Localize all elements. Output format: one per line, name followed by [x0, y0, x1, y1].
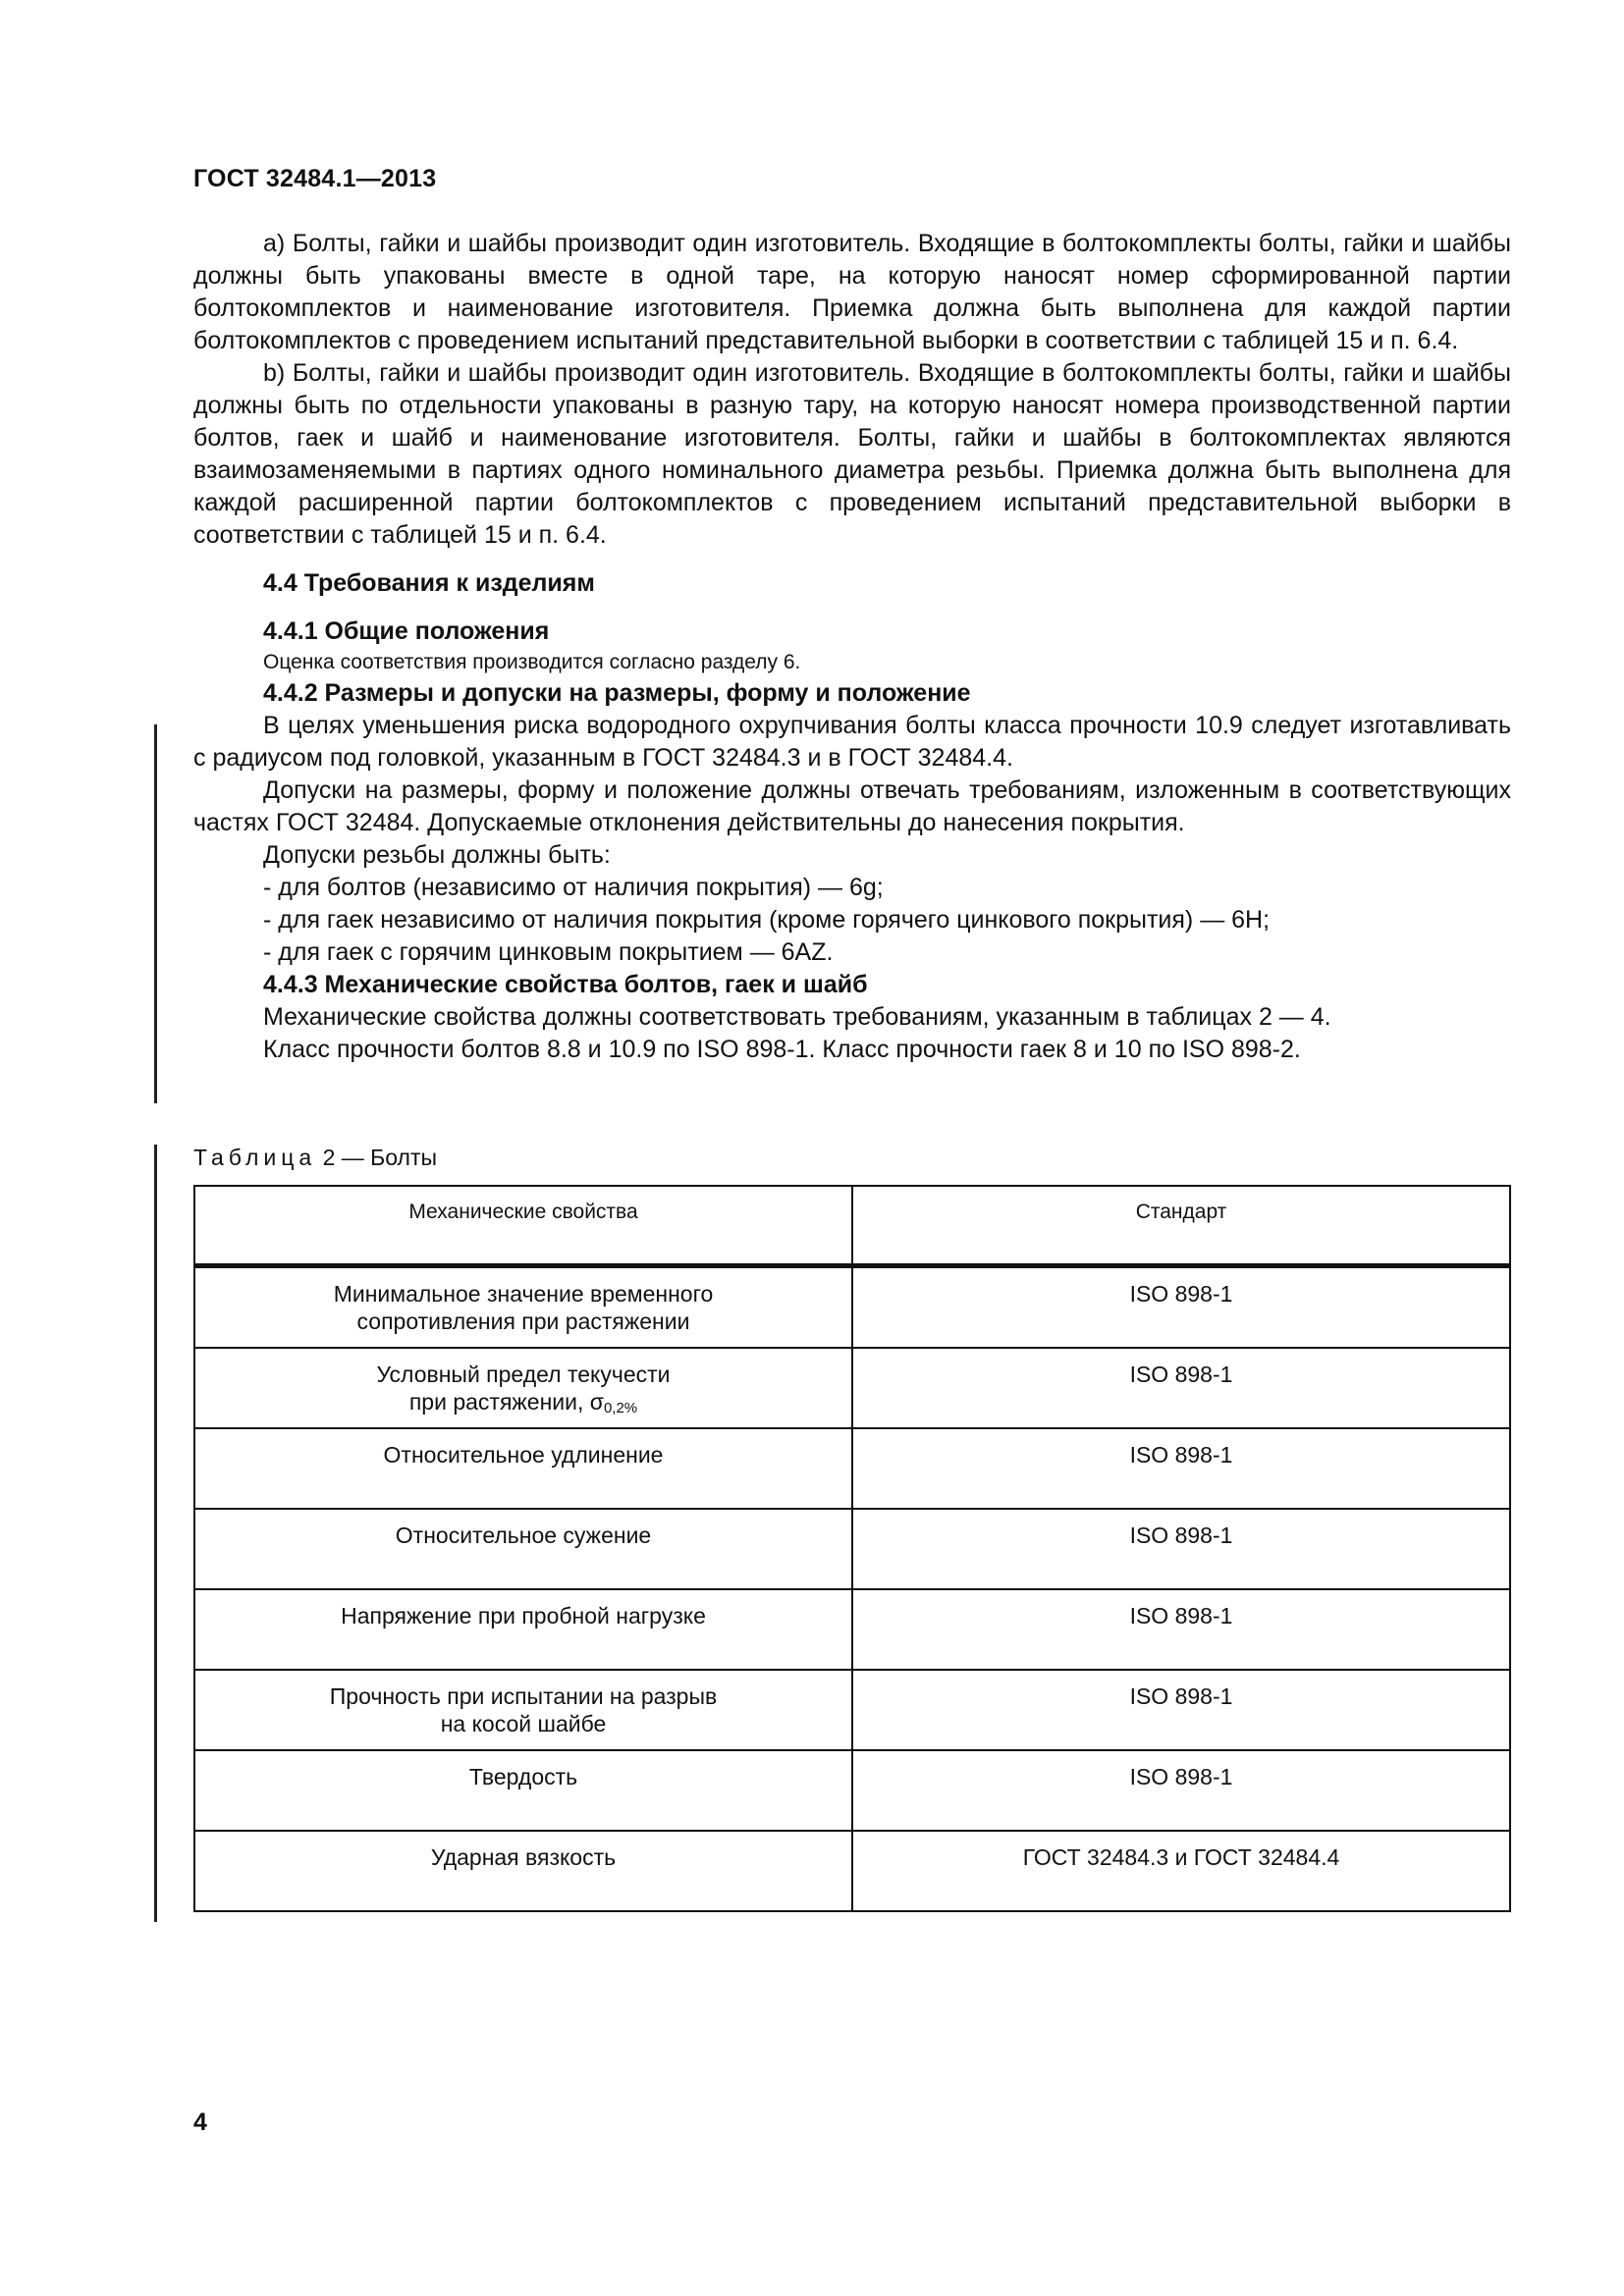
- table-row: [194, 1509, 1510, 1589]
- mechanical-properties-table: [193, 1185, 1511, 1912]
- table-row: [194, 1750, 1510, 1831]
- table-row: [194, 1589, 1510, 1670]
- property-cell: Ударная вязкость: [194, 1831, 852, 1911]
- property-subscript: 0,2%: [603, 1400, 638, 1416]
- change-bar-table: [154, 1145, 157, 1922]
- table-caption: [193, 1145, 437, 1171]
- paragraph-4-4-3-b: Класс прочности болтов 8.8 и 10.9 по ISO 898-1. Класс прочности гаек 8 и 10 по ISO 898-2.: [263, 1036, 1301, 1063]
- table-row: [194, 1428, 1510, 1509]
- standard-cell: ISO 898-1: [852, 1750, 1510, 1831]
- list-item: - для болтов (независимо от наличия покрытия) — 6g;: [263, 874, 884, 901]
- property-cell: Относительное сужение: [194, 1509, 852, 1589]
- column-header-standard: Стандарт: [852, 1186, 1510, 1266]
- property-line: на косой шайбе: [440, 1711, 607, 1736]
- table-row: [194, 1266, 1510, 1349]
- document-header: ГОСТ 32484.1—2013: [193, 165, 437, 192]
- property-line: сопротивления при растяжении: [356, 1308, 690, 1334]
- paragraph-4-4-2-a: В целях уменьшения риска водородного охрупчивания болты класса прочности 10.9 следует изготавливать с радиусом под головкой, указанным в ГОСТ 32484.3 и в ГОСТ 32484.4.: [193, 712, 1511, 772]
- property-cell: Относительное удлинение: [194, 1428, 852, 1509]
- paragraph-4-4-2-b: Допуски на размеры, форму и положение должны отвечать требованиям, изложенным в соответствующих частях ГОСТ 32484. Допускаемые отклонения действительны до нанесения покрытия.: [193, 776, 1511, 836]
- change-bar-text: [154, 724, 157, 1103]
- property-line: при растяжении, σ: [408, 1389, 604, 1415]
- table-caption-title: 2 — Болты: [322, 1145, 438, 1170]
- list-item: - для гаек с горячим цинковым покрытием — 6AZ.: [263, 938, 834, 966]
- standard-cell: ISO 898-1: [852, 1266, 1510, 1349]
- standard-cell: ISO 898-1: [852, 1509, 1510, 1589]
- list-item: - для гаек независимо от наличия покрытия (кроме горячего цинкового покрытия) — 6Н;: [263, 906, 1271, 934]
- paragraph-b: b) Болты, гайки и шайбы производит один изготовитель. Входящие в болтокомплекты болты, гайки и шайбы должны быть по отдельности упакованы в разную тару, на которую наносят номера производственной партии болтов, гаек и шайб и наименование изготовителя. Болты, гайки и шайбы в болтокомплектах являются взаимозаменяемыми в партиях одного номинального диаметра резьбы. Приемка должна быть выполнена для каждой расширенной партии болтокомплектов с проведением испытаний представительной выборки в соответствии с таблицей 15 и п. 6.4.: [193, 359, 1511, 549]
- paragraph-4-4-2-c: Допуски резьбы должны быть:: [263, 841, 611, 869]
- section-heading-4-4-1: 4.4.1 Общие положения: [263, 617, 550, 645]
- property-cell: Напряжение при пробной нагрузке: [194, 1589, 852, 1670]
- body-text: [193, 228, 1511, 1066]
- property-cell: [194, 1348, 852, 1428]
- section-heading-4-4: 4.4 Требования к изделиям: [263, 569, 595, 597]
- table-header-row: [194, 1186, 1510, 1266]
- standard-cell: ISO 898-1: [852, 1428, 1510, 1509]
- standard-cell: ISO 898-1: [852, 1589, 1510, 1670]
- section-heading-4-4-3: 4.4.3 Механические свойства болтов, гаек и шайб: [263, 971, 868, 998]
- property-line: Минимальное значение временного: [333, 1281, 714, 1307]
- page-number: 4: [193, 2109, 207, 2136]
- property-line: Прочность при испытании на разрыв: [329, 1683, 718, 1709]
- standard-cell: ГОСТ 32484.3 и ГОСТ 32484.4: [852, 1831, 1510, 1911]
- property-cell: Твердость: [194, 1750, 852, 1831]
- paragraph-4-4-3-a: Механические свойства должны соответствовать требованиям, указанным в таблицах 2 — 4.: [263, 1003, 1331, 1031]
- table-row: [194, 1670, 1510, 1750]
- table-row: [194, 1348, 1510, 1428]
- property-cell: [194, 1670, 852, 1750]
- column-header-property: Механические свойства: [194, 1186, 852, 1266]
- section-heading-4-4-2: 4.4.2 Размеры и допуски на размеры, форму и положение: [263, 679, 971, 707]
- standard-cell: ISO 898-1: [852, 1348, 1510, 1428]
- standard-cell: ISO 898-1: [852, 1670, 1510, 1750]
- property-line: Условный предел текучести: [376, 1362, 671, 1387]
- table-row: [194, 1831, 1510, 1911]
- paragraph-a: а) Болты, гайки и шайбы производит один изготовитель. Входящие в болтокомплекты болты, гайки и шайбы должны быть упакованы вместе в одной таре, на которую наносят номер сформированной партии болтокомплектов и наименование изготовителя. Приемка должна быть выполнена для каждой партии болтокомплектов с проведением испытаний представительной выборки в соответствии с таблицей 15 и п. 6.4.: [193, 230, 1511, 354]
- table-caption-label: Таблица: [193, 1145, 317, 1170]
- paragraph-4-4-1: Оценка соответствия производится согласно разделу 6.: [263, 651, 801, 673]
- property-cell: [194, 1266, 852, 1349]
